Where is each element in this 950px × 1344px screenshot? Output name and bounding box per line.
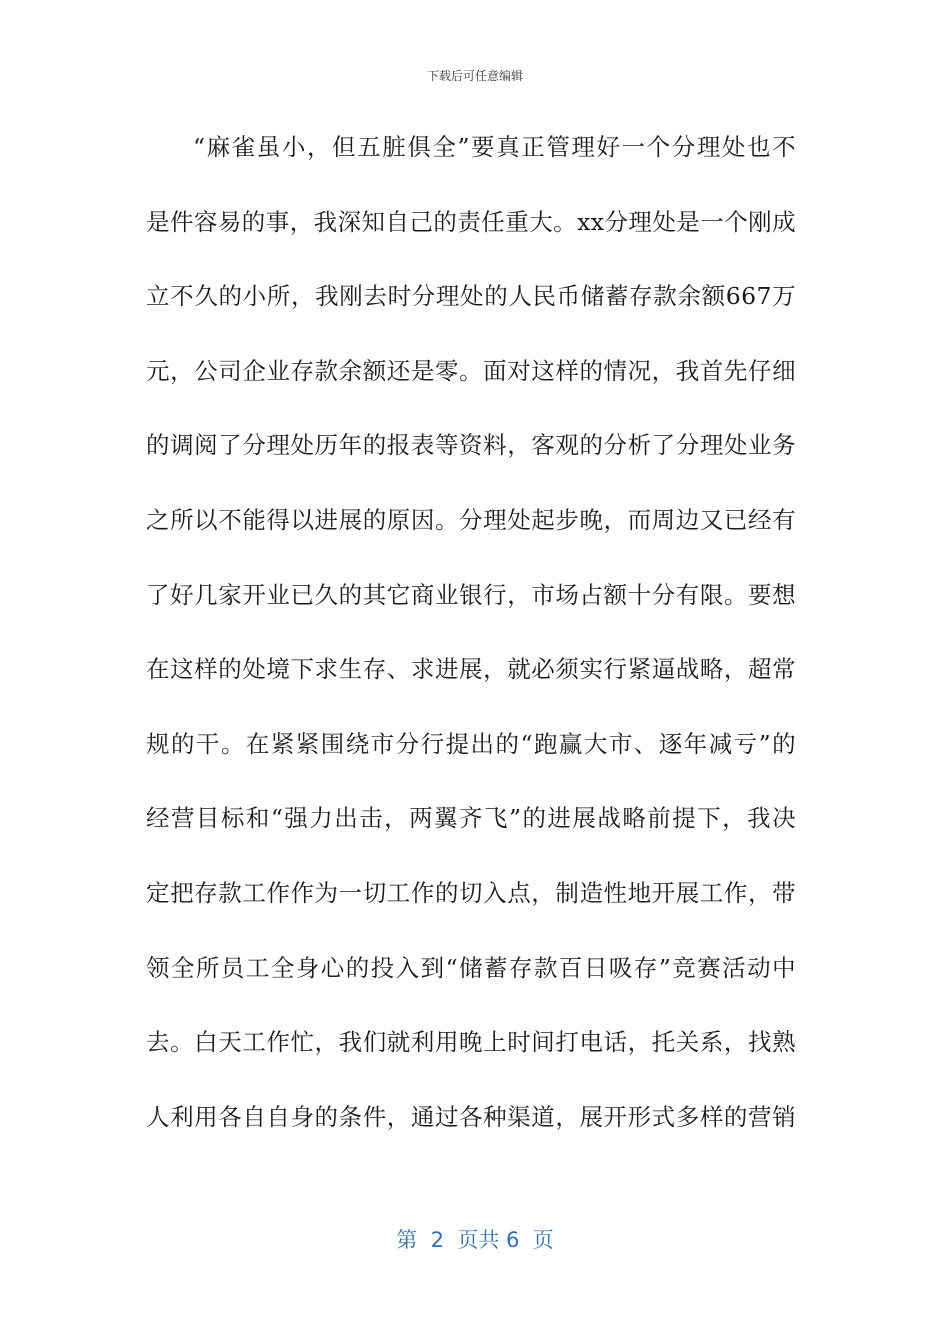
- text-line: 是件容易的事，我深知自己的责任重大。xx分理处是一个刚成: [146, 207, 796, 236]
- text-line: 经营目标和“强力出击，两翼齐飞”的进展战略前提下，我决: [146, 804, 796, 833]
- text-line: 的调阅了分理处历年的报表等资料，客观的分析了分理处业务: [146, 431, 796, 460]
- text-line: 之所以不能得以进展的原因。分理处起步晚，而周边又已经有: [146, 505, 796, 534]
- text-line: 在这样的处境下求生存、求进展，就必须实行紧逼战略，超常: [146, 655, 796, 684]
- text-line: 领全所员工全身心的投入到“储蓄存款百日吸存”竞赛活动中: [146, 953, 796, 982]
- page-header: 下载后可任意编辑: [426, 69, 523, 83]
- body-text: [146, 122, 796, 1166]
- text-line: 人利用各自自身的条件，通过各种渠道，展开形式多样的营销: [146, 1102, 796, 1131]
- page-number-label: 第 2 页共 6 页: [396, 1228, 554, 1252]
- text-line: 了好几家开业已久的其它商业银行，市场占额十分有限。要想: [146, 580, 796, 609]
- page-number: [0, 1224, 950, 1254]
- text-line: “麻雀虽小，但五脏俱全”要真正管理好一个分理处也不: [193, 133, 796, 161]
- text-line: 去。白天工作忙，我们就利用晚上时间打电话，托关系，找熟: [146, 1028, 796, 1057]
- text-line: 规的干。在紧紧围绕市分行提出的“跑赢大市、逐年减亏”的: [146, 729, 796, 758]
- text-line: 立不久的小所，我刚去时分理处的人民币储蓄存款余额667万: [146, 282, 796, 311]
- text-line: 元，公司企业存款余额还是零。面对这样的情况，我首先仔细: [146, 356, 796, 385]
- text-line: 定把存款工作作为一切工作的切入点，制造性地开展工作，带: [146, 878, 796, 907]
